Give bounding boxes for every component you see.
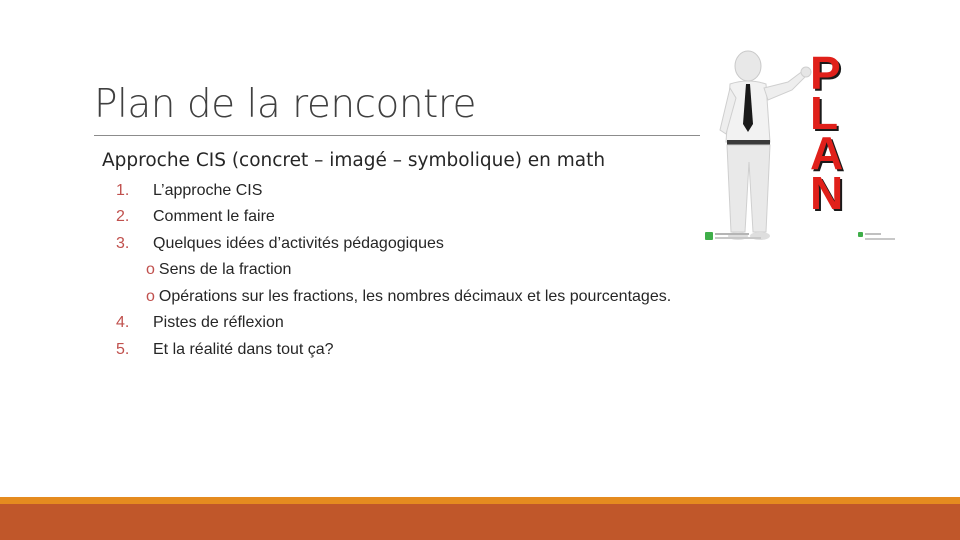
person-figure-icon — [700, 42, 900, 250]
footer-accent-bar — [0, 497, 960, 504]
watermark-logo-icon — [858, 232, 863, 237]
plan-illustration — [700, 42, 900, 250]
list-number: 5. — [116, 341, 130, 358]
list-item-text: Et la réalité dans tout ça? — [153, 341, 334, 358]
plan-letter: N — [810, 167, 844, 219]
footer-bar — [0, 504, 960, 540]
list-number: 4. — [116, 314, 130, 331]
plan-letter: P — [810, 47, 841, 99]
sub-item-label: Sens de la fraction — [158, 261, 292, 278]
list-item-text: Pistes de réflexion — [153, 314, 284, 331]
watermark-logo-icon — [705, 232, 713, 240]
bullet-icon: o — [146, 288, 155, 305]
list-number: 2. — [116, 208, 130, 225]
list-item-text: Comment le faire — [153, 208, 275, 225]
sub-item-text — [146, 259, 291, 281]
sub-item-text — [146, 286, 671, 308]
plan-letter: A — [810, 127, 844, 179]
bullet-icon: o — [146, 261, 155, 278]
watermark-text-icon — [715, 232, 765, 242]
watermark-text-icon — [865, 232, 899, 242]
slide-subtitle: Approche CIS (concret – imagé – symbolique) en math — [102, 150, 606, 171]
slide-title: Plan de la rencontre — [94, 82, 477, 127]
list-number: 1. — [116, 182, 130, 199]
plan-letter: L — [810, 87, 839, 139]
title-divider — [94, 135, 704, 136]
sub-item-label: Opérations sur les fractions, les nombres décimaux et les pourcentages. — [158, 288, 672, 305]
list-number: 3. — [116, 235, 130, 252]
list-item-text: Quelques idées d’activités pédagogiques — [153, 235, 444, 252]
list-item-text: L’approche CIS — [153, 182, 263, 199]
